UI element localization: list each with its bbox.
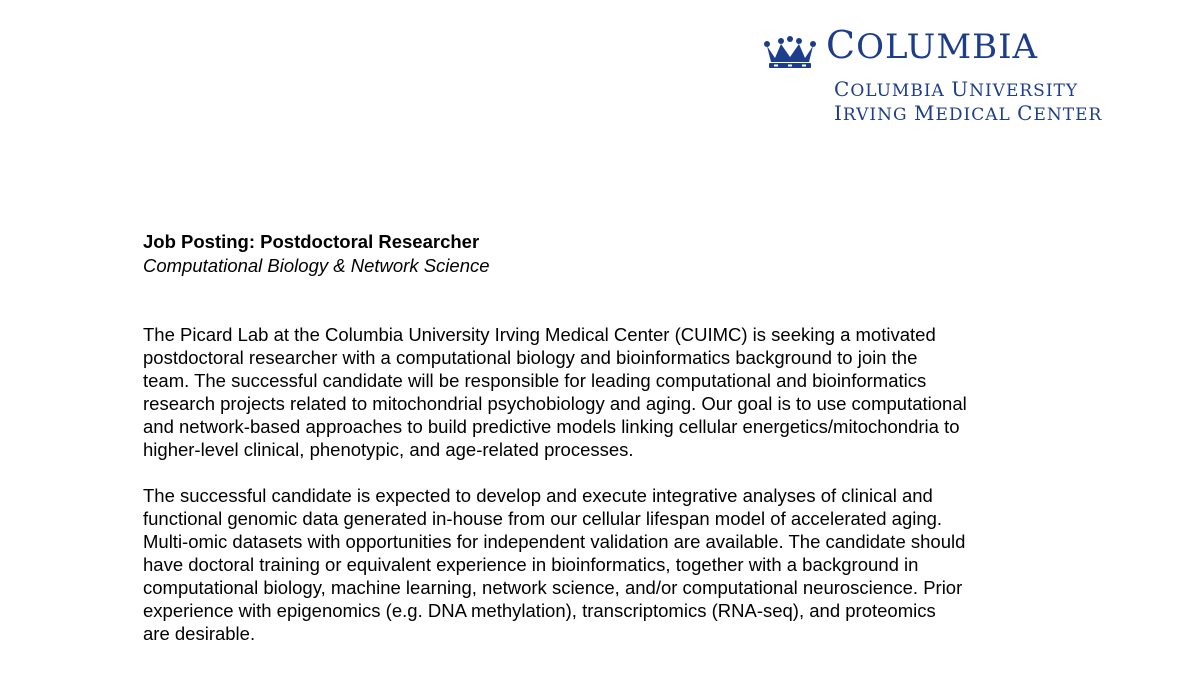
posting-paragraph-requirements: The successful candidate is expected to develop and execute integrative analyses of clinical and functional genomic data generated in-house from our cellular lifespan model of accelerated aging. Multi-omic datasets with opportunities for independent validation are available. The candidate should have doctoral training or equivalent experience in bioinformatics, together with a background in computational biology, machine learning, network science, and/or computational neuroscience. Prior experience with epigenomics (e.g. DNA methylation), transcriptomics (RNA-seq), and proteomics are desirable. [143,485,966,644]
logo-line-medical-center: IRVING MEDICAL CENTER [834,101,1103,125]
logo-subtitle [834,78,1102,126]
posting-paragraph-intro: The Picard Lab at the Columbia University Irving Medical Center (CUIMC) is seeking a motivated postdoctoral researcher with a computational biology and bioinformatics background to join the team. The successful candidate will be responsible for leading computational and bioinformatics research projects related to mitochondrial psychobiology and aging. Our goal is to use computational and network-based approaches to build predictive models linking cellular energetics/mitochondria to higher-level clinical, phenotypic, and age-related processes. [143,324,967,460]
logo-line-university: COLUMBIA UNIVERSITY [834,77,1079,101]
posting-title: Job Posting: Postdoctoral Researcher [143,231,480,252]
columbia-logo [760,18,1103,128]
posting-content [143,230,1143,646]
crown-icon [763,36,817,72]
posting-subtitle: Computational Biology & Network Science [143,255,490,276]
logo-wordmark: COLUMBIA [826,23,1039,67]
